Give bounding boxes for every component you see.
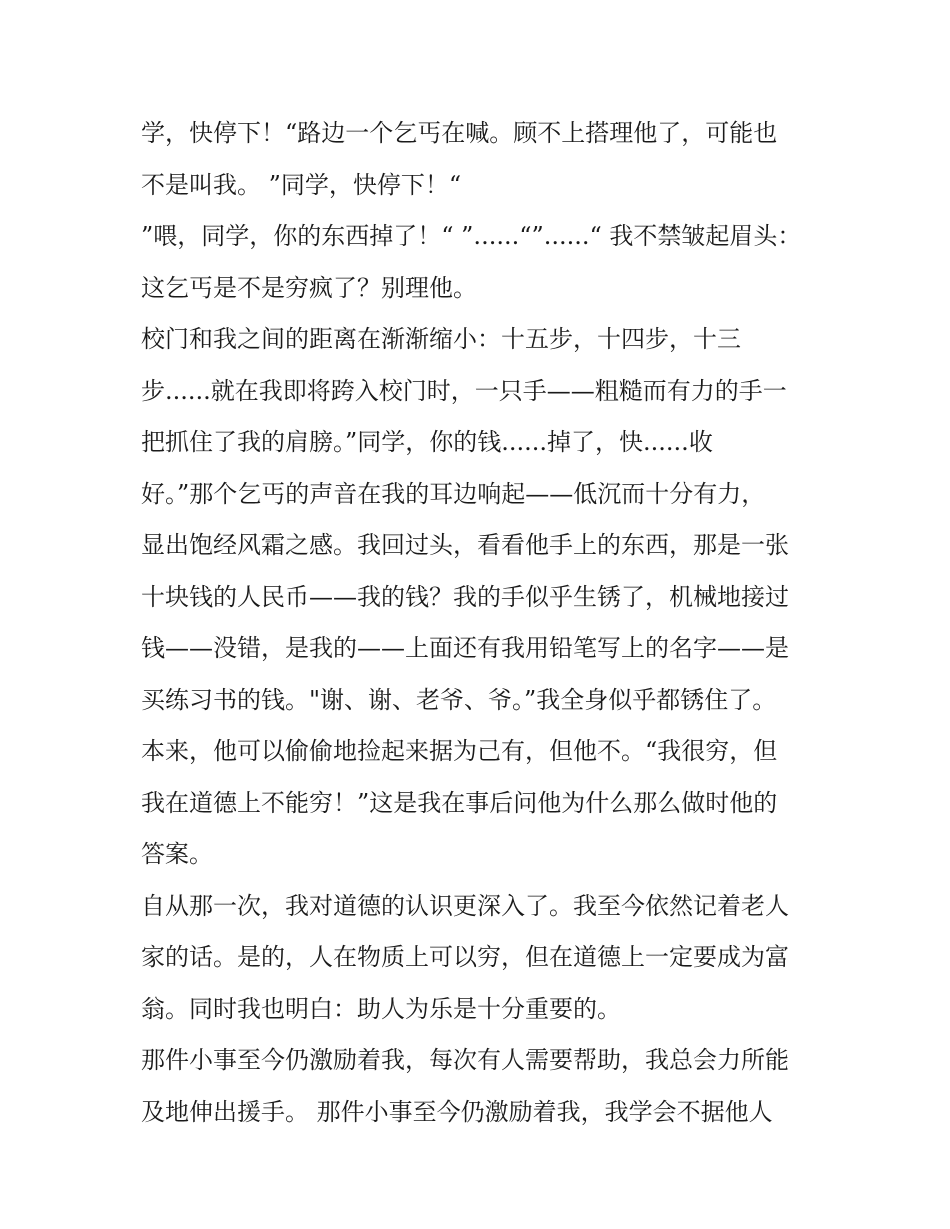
text-line: 自从那一次，我对道德的认识更深入了。我至今依然记着老人 [141,891,789,920]
text-line: 好。”那个乞丐的声音在我的耳边响起——低沉而十分有力， [141,479,766,508]
text-line: 答案。 [141,840,213,868]
text-line: 那件小事至今仍激励着我，每次有人需要帮助，我总会力所能 [141,1046,789,1074]
text-line: 学，快停下！“路边一个乞丐在喊。顾不上搭理他了，可能也 [141,119,778,147]
text-line: 家的话。是的，人在物质上可以穷，但在道德上一定要成为富 [141,943,789,971]
text-line: ”喂，同学，你的东西掉了！“ ”......“”......“ 我不禁皱起眉头： [141,222,802,250]
text-line: 买练习书的钱。"谢、谢、老爷、爷。”我全身似乎都锈住了。 [141,685,777,714]
text-line: 校门和我之间的距离在渐渐缩小：十五步，十四步，十三 [141,325,741,353]
text-line: 本来，他可以偷偷地捡起来据为己有，但他不。“我很穷，但 [141,737,778,765]
text-line: 不是叫我。 ”同学，快停下！“ [141,170,462,199]
text-line: 翁。同时我也明白：助人为乐是十分重要的。 [141,994,621,1023]
document-body-text [141,108,821,1138]
text-line: 显出饱经风霜之感。我回过头，看看他手上的东西，那是一张 [141,531,789,559]
text-line: 及地伸出援手。 那件小事至今仍激励着我，我学会不据他人 [141,1097,773,1126]
text-line: 十块钱的人民币——我的钱？我的手似乎生锈了，机械地接过 [141,582,789,611]
text-line: 我在道德上不能穷！”这是我在事后问他为什么那么做时他的 [141,788,778,817]
text-line: 步......就在我即将跨入校门时，一只手——粗糙而有力的手一 [141,376,787,405]
text-line: 这乞丐是不是穷疯了？别理他。 [141,273,477,302]
text-line: 钱——没错，是我的——上面还有我用铅笔写上的名字——是 [141,634,789,662]
text-line: 把抓住了我的肩膀。”同学，你的钱......掉了，快......收 [141,428,713,456]
